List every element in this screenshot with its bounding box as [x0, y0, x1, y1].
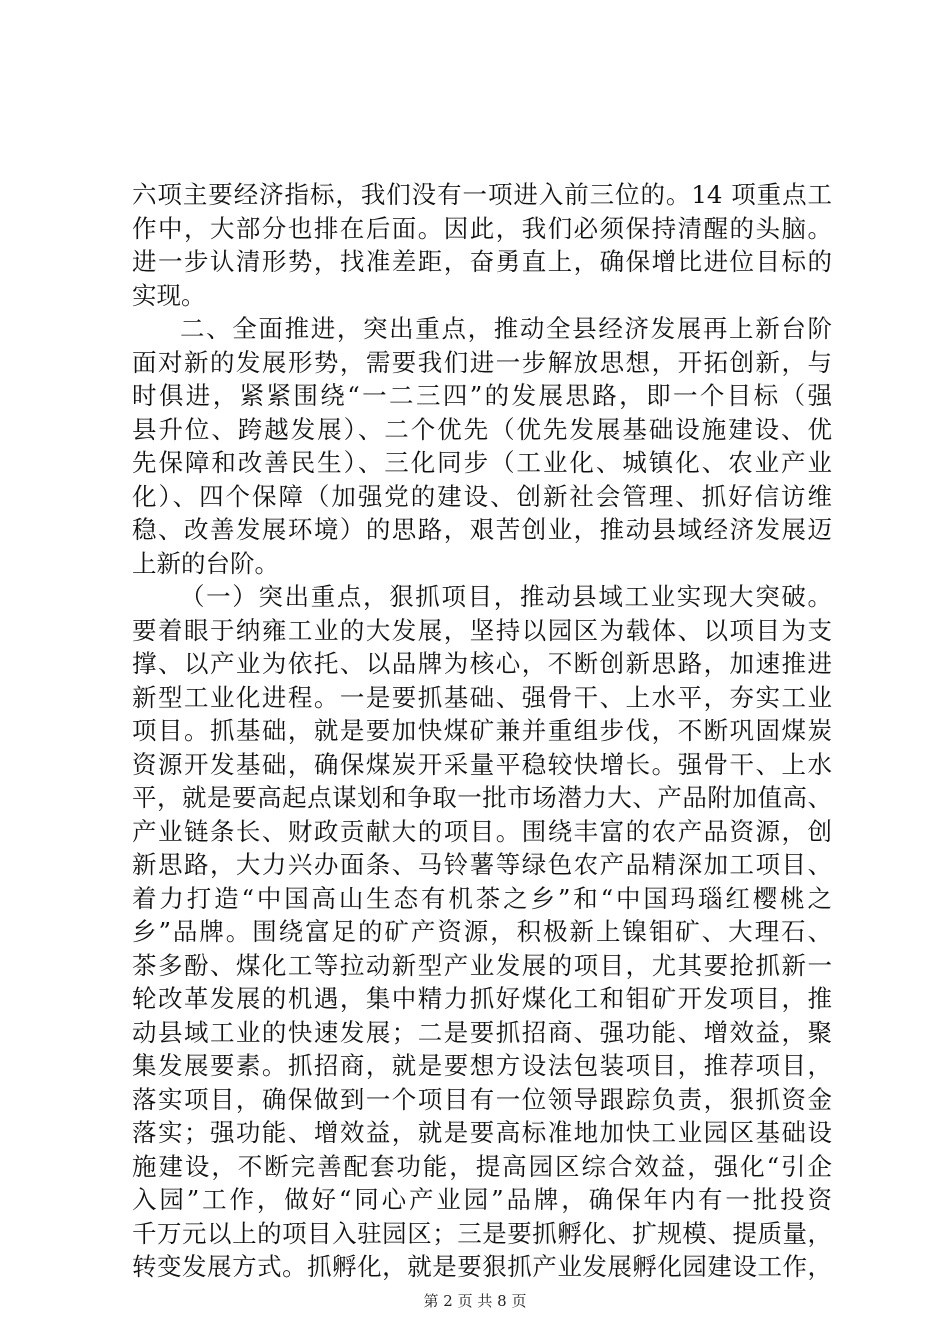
text-line: 六项主要经济指标，我们没有一项进入前三位的。14 项重点工	[132, 180, 832, 209]
text-line: 二、全面推进，突出重点，推动全县经济发展再上新台阶	[180, 314, 832, 343]
text-line: 落实项目，确保做到一个项目有一位领导跟踪负责，狠抓资金	[132, 1084, 832, 1114]
text-line: 着力打造“中国高山生态有机茶之乡”和“中国玛瑙红樱桃之	[132, 883, 832, 913]
text-line: 平，就是要高起点谋划和争取一批市场潜力大、产品附加值高、	[132, 783, 832, 812]
text-line: 先保障和改善民生）、三化同步（工业化、城镇化、农业产业	[132, 448, 832, 477]
document-body	[132, 178, 832, 1284]
text-line: 进一步认清形势，找准差距，奋勇直上，确保增比进位目标的	[132, 247, 832, 276]
text-line: 县升位、跨越发展）、二个优先（优先发展基础设施建设、优	[132, 414, 832, 444]
text-line: 转变发展方式。抓孵化，就是要狠抓产业发展孵化园建设工作，	[132, 1252, 832, 1281]
text-line: 动县域工业的快速发展；二是要抓招商、强功能、增效益，聚	[132, 1017, 832, 1047]
text-line: （一）突出重点，狠抓项目，推动县域工业实现大突破。	[180, 582, 832, 611]
text-line: 集发展要素。抓招商，就是要想方设法包装项目，推荐项目，	[132, 1051, 832, 1080]
text-line: 化）、四个保障（加强党的建设、创新社会管理、抓好信访维	[132, 481, 832, 511]
text-line: 撑、以产业为依托、以品牌为核心，不断创新思路，加速推进	[132, 649, 832, 678]
text-line: 千万元以上的项目入驻园区；三是要抓孵化、扩规模、提质量，	[132, 1218, 832, 1248]
text-line: 稳、改善发展环境）的思路，艰苦创业，推动县域经济发展迈	[132, 515, 832, 544]
text-line: 新思路，大力兴办面条、马铃薯等绿色农产品精深加工项目、	[132, 850, 832, 879]
text-line: 轮改革发展的机遇，集中精力抓好煤化工和钼矿开发项目，推	[132, 984, 832, 1013]
text-line: 施建设，不断完善配套功能，提高园区综合效益，强化“引企	[132, 1151, 832, 1181]
text-line: 作中，大部分也排在后面。因此，我们必须保持清醒的头脑。	[132, 213, 832, 243]
text-line: 落实；强功能、增效益，就是要高标准地加快工业园区基础设	[132, 1118, 832, 1147]
text-line: 面对新的发展形势，需要我们进一步解放思想，开拓创新，与	[132, 347, 832, 377]
page-footer: 第 2 页 共 8 页	[423, 1292, 527, 1310]
text-line: 要着眼于纳雍工业的大发展，坚持以园区为载体、以项目为支	[132, 615, 832, 645]
text-line: 实现。	[132, 280, 206, 310]
text-line: 茶多酚、煤化工等拉动新型产业发展的项目，尤其要抢抓新一	[132, 950, 832, 980]
text-line: 乡”品牌。围绕富足的矿产资源，积极新上镍钼矿、大理石、	[132, 917, 832, 946]
text-line: 时俱进，紧紧围绕“一二三四”的发展思路，即一个目标（强	[132, 381, 832, 410]
text-line: 上新的台阶。	[132, 548, 279, 578]
text-line: 产业链条长、财政贡献大的项目。围绕丰富的农产品资源，创	[132, 816, 832, 846]
text-line: 项目。抓基础，就是要加快煤矿兼并重组步伐，不断巩固煤炭	[132, 716, 832, 745]
text-line: 资源开发基础，确保煤炭开采量平稳较快增长。强骨干、上水	[132, 749, 832, 779]
text-line: 新型工业化进程。一是要抓基础、强骨干、上水平，夯实工业	[132, 682, 832, 712]
text-line: 入园”工作，做好“同心产业园”品牌，确保年内有一批投资	[132, 1185, 832, 1214]
